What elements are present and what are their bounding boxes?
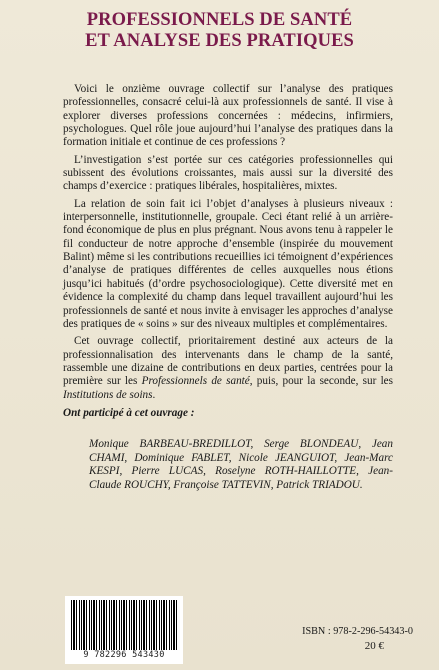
summary-paragraph-1: Voici le onzième ouvrage collectif sur l’analyse des pratiques professionnelles, consacré celui-là aux professionnels de santé. Il vise à explorer diverses professions concernées : médecins, infirmiers, psychologues. Quel rôle joue aujourd’hui l’analyse des pratiques dans la formation initiale et continue de ces professions ? [63, 83, 393, 149]
part-one-title: Professionnels de santé [141, 375, 250, 388]
barcode [71, 600, 177, 650]
summary-paragraph-4 [63, 335, 393, 402]
summary-paragraph-3: La relation de soin fait ici l’objet d’analyses à plusieurs niveaux : interpersonnelle, institutionnelle, groupale. Ceci étant relié à un arrière-fond économique de plus en plus prégnant. Nous avons tenu à rappeler le fil conducteur de notre approche d’ensemble (inspirée du mouvement Balint) même si les contributions recueillies ici témoignent d’expériences d’analyse de pratiques différentes de celles auxquelles nous étions jusqu’ici habitués (d’ordre psychosociologique). Cette diversité met en évidence la complexité du champ dans lequel travaillent aujourd’hui les professionnels de santé et nous invite à envisager les approches d’analyse des pratiques de « soins » sur des niveaux multiples et complémentaires. [63, 197, 393, 330]
contributors-section [63, 407, 393, 492]
barcode-digits: 9 782296 543430 [83, 650, 165, 660]
summary-text [63, 83, 393, 406]
title-line-2: ET ANALYSE DES PRATIQUES [85, 31, 354, 51]
summary-paragraph-2: L’investigation s’est portée sur ces catégories professionnelles qui subissent des évolutions croissantes, mais aussi sur la diversité des champs d’exercice : pratiques libérales, hospitalières, mixtes. [63, 153, 393, 193]
part-two-title: Institutions de soins [63, 388, 153, 401]
summary-paragraph-4-middle: , puis, pour la seconde, sur les [249, 375, 393, 388]
contributors-list: Monique BARBEAU-BREDILLOT, Serge BLONDEAU, Jean CHAMI, Dominique FABLET, Nicole JEANGUIOT, Jean-Marc KESPI, Pierre LUCAS, Roselyne ROTH-HAILLOTTE, Jean-Claude ROUCHY, Françoise TATTEVIN, Patrick TRIADOU. [89, 438, 393, 491]
contributors-heading: Ont participé à cet ouvrage : [63, 407, 195, 419]
price: 20 € [364, 640, 384, 652]
isbn-number: ISBN : 978-2-296-54343-0 [302, 626, 413, 637]
book-title [0, 10, 439, 52]
barcode-block [65, 596, 183, 664]
summary-paragraph-4-start: Cet ouvrage collectif, prioritairement destiné aux acteurs de la professionnalisation des intervenants dans le champ de la santé, rassemble une dizaine de contributions en deux parties, centrées pour la première sur les [63, 335, 393, 388]
summary-paragraph-4-end: . [152, 388, 156, 401]
title-line-1: PROFESSIONNELS DE SANTÉ [86, 10, 353, 30]
